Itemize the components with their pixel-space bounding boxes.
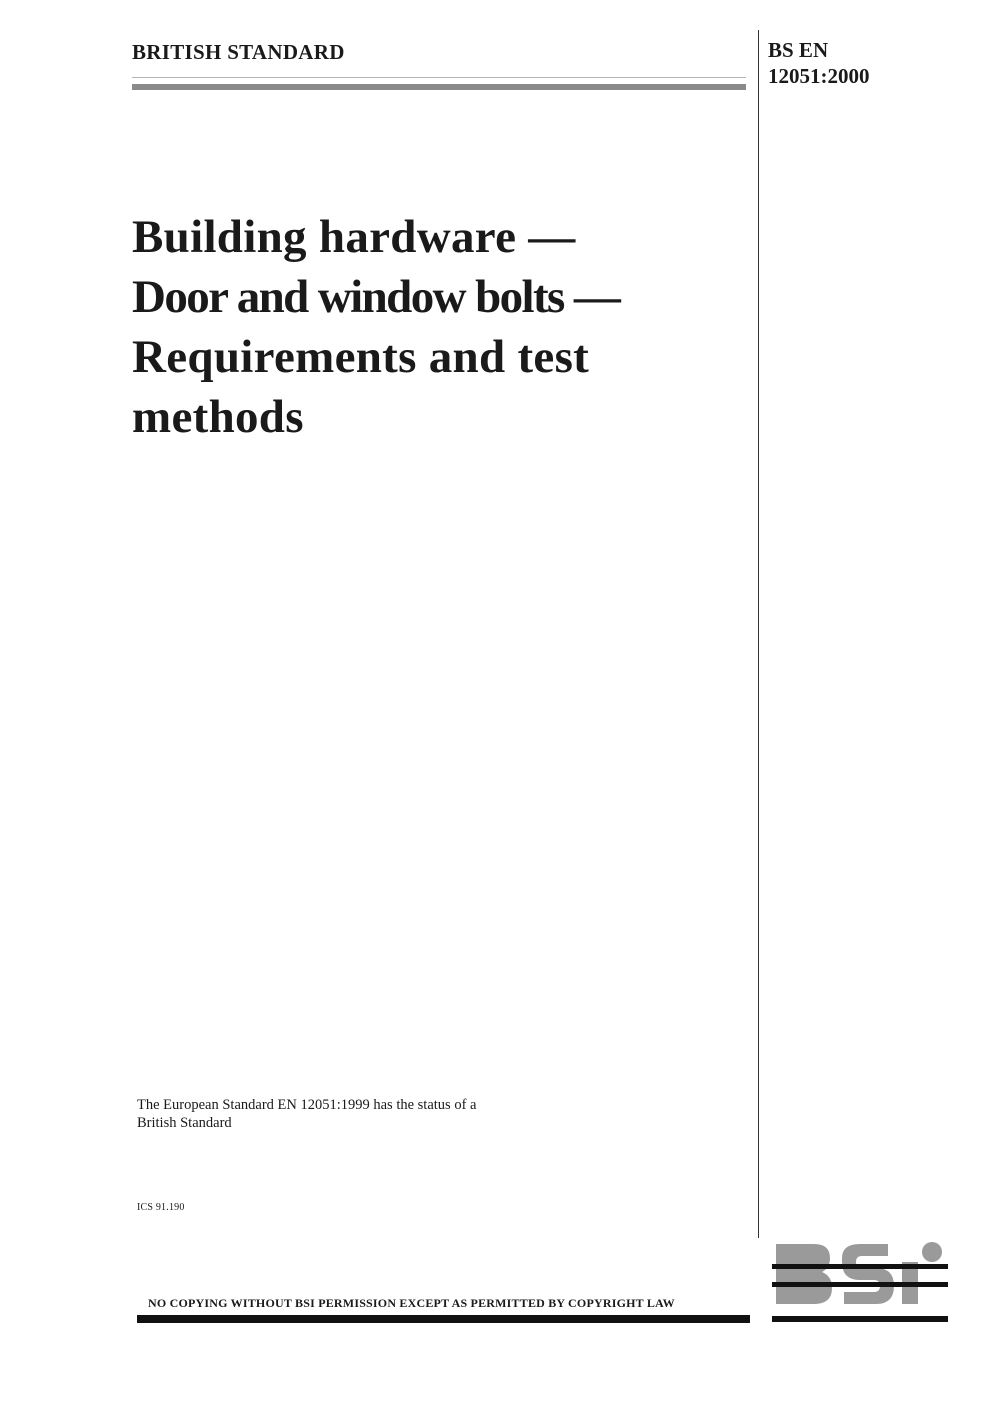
document-title: [132, 207, 732, 447]
ics-code: ICS 91.190: [137, 1202, 185, 1213]
header-grey-bar: [132, 84, 746, 90]
status-note-line1: The European Standard EN 12051:1999 has the status of a: [137, 1097, 477, 1113]
header-label: BRITISH STANDARD: [132, 40, 345, 64]
title-line4: methods: [132, 391, 304, 443]
vertical-divider: [758, 30, 759, 1238]
title-line1: Building hardware —: [132, 211, 576, 263]
status-note: [137, 1096, 577, 1132]
standard-number-line1: BS EN: [768, 38, 829, 62]
copyright-notice: NO COPYING WITHOUT BSI PERMISSION EXCEPT AS PERMITTED BY COPYRIGHT LAW: [148, 1296, 675, 1310]
bsi-logo-icon: [772, 1238, 948, 1322]
status-note-line2: British Standard: [137, 1115, 232, 1131]
standard-number: [768, 37, 870, 89]
title-line2: Door and window bolts —: [132, 271, 620, 323]
header-hairline-divider: [132, 77, 746, 78]
standard-number-line2: 12051:2000: [768, 64, 870, 88]
footer-black-bar: [137, 1315, 750, 1323]
title-line3: Requirements and test: [132, 331, 590, 383]
